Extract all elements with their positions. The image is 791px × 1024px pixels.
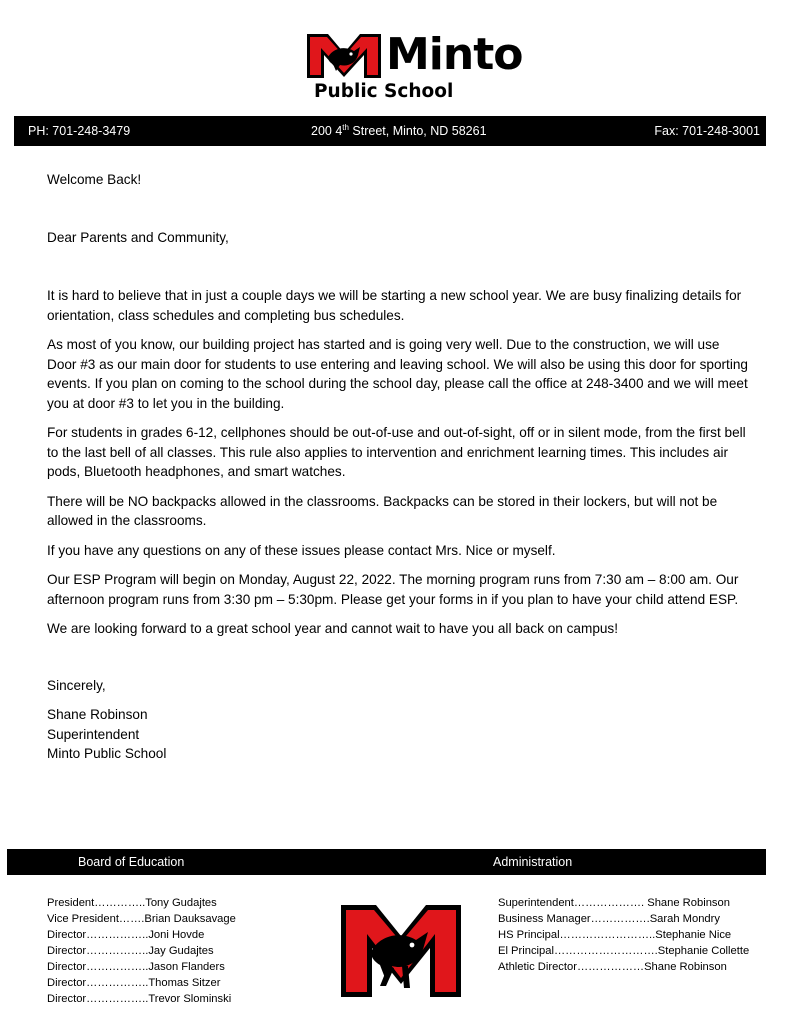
- admin-member: HS Principal……………………..Stephanie Nice: [498, 929, 732, 941]
- paragraph-cellphones: For students in grades 6-12, cellphones should be out-of-use and out-of-sight, off or in silent mode, from the first bell to the last bell of all classes. This rule also applies to intervention and enrichment learning times. This includes air pods, Bluetooth headphones, and smart watches.: [47, 425, 746, 479]
- board-list: [47, 895, 236, 1007]
- board-member: Director……………..Jay Gudajtes: [47, 945, 214, 957]
- board-member: Director……………..Joni Hovde: [47, 929, 205, 941]
- paragraph-building-project: As most of you know, our building project has started and is going very well. Due to the construction, we will use Door #3 as our main door for students to use entering and leaving school. We will also be using this door for sporting events. If you plan on coming to the school during the school day, please call the office at 248-3400 and we will meet you at door #3 to let you in the building.: [47, 337, 748, 411]
- letter-body: [47, 170, 752, 764]
- paragraph-school-year: It is hard to believe that in just a couple days we will be starting a new school year. We are busy finalizing details for orientation, class schedules and completing bus schedules.: [47, 288, 742, 323]
- school-address: [311, 124, 487, 138]
- phone-number: PH: 701-248-3479: [28, 124, 131, 138]
- letter-greeting: Welcome Back!: [47, 172, 142, 187]
- mustang-m-emblem-icon: [340, 904, 462, 998]
- logo-wordmark: Minto: [386, 29, 523, 80]
- administration-list: [498, 895, 749, 975]
- paragraph-esp-program: Our ESP Program will begin on Monday, August 22, 2022. The morning program runs from 7:30 am – 8:00 am. Our afternoon program runs from 3:30 pm – 5:30pm. Please get your forms in if you plan to have your child attend ESP.: [47, 572, 739, 607]
- logo-subtitle: Public School: [314, 81, 454, 102]
- address-superscript: th: [342, 122, 349, 132]
- contact-bar: [14, 116, 766, 146]
- mustang-m-logo-icon: [306, 33, 382, 79]
- signature-name: Shane Robinson: [47, 707, 148, 722]
- letter-closing: Sincerely,: [47, 677, 106, 693]
- letter-salutation: Dear Parents and Community,: [47, 229, 229, 245]
- board-heading: Board of Education: [78, 855, 185, 869]
- address-prefix: 200 4: [311, 124, 343, 138]
- signature-org: Minto Public School: [47, 746, 167, 761]
- board-member: Director……………..Thomas Sitzer: [47, 977, 221, 989]
- admin-member: Athletic Director………………Shane Robinson: [498, 961, 727, 973]
- admin-heading: Administration: [493, 855, 573, 869]
- admin-member: Superintendent………………. Shane Robinson: [498, 897, 730, 909]
- fax-number: Fax: 701-248-3001: [654, 124, 760, 138]
- footer-heading-bar: [7, 849, 766, 875]
- admin-member: Business Manager…………….Sarah Mondry: [498, 913, 720, 925]
- board-member: Vice President…….Brian Dauksavage: [47, 913, 236, 925]
- board-member: President…………..Tony Gudajtes: [47, 897, 217, 909]
- paragraph-questions: If you have any questions on any of these issues please contact Mrs. Nice or myself.: [47, 542, 556, 558]
- paragraph-backpacks: There will be NO backpacks allowed in the classrooms. Backpacks can be stored in their lockers, but will not be allowed in the classrooms.: [47, 493, 718, 528]
- school-logo: [306, 29, 523, 103]
- board-member: Director……………..Trevor Slominski: [47, 993, 232, 1005]
- address-suffix: Street, Minto, ND 58261: [348, 124, 487, 138]
- board-member: Director……………..Jason Flanders: [47, 961, 225, 973]
- paragraph-closing: We are looking forward to a great school year and cannot wait to have you all back on campus!: [47, 621, 619, 636]
- admin-member: El Principal……………………….Stephanie Collette: [498, 945, 750, 957]
- signature-title: Superintendent: [47, 726, 140, 742]
